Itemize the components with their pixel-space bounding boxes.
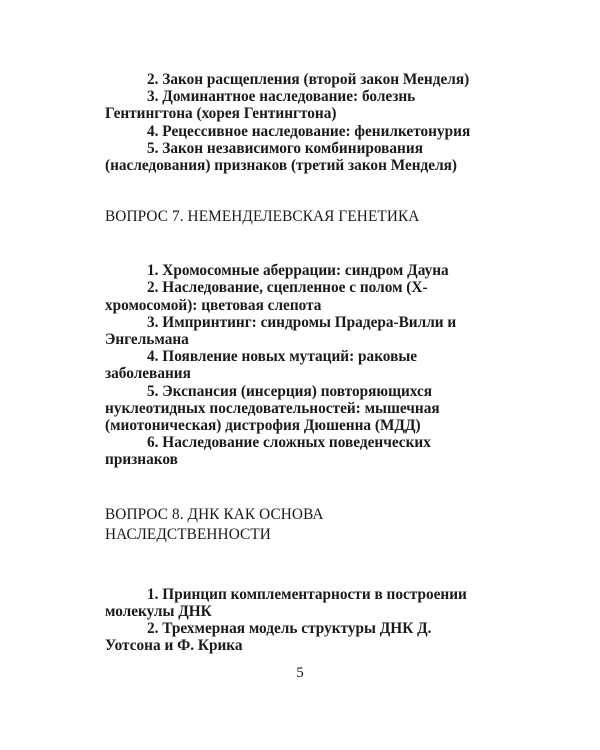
section-heading-question-7: ВОПРОС 7. НЕМЕНДЕЛЕВСКАЯ ГЕНЕТИКА: [105, 208, 420, 226]
list-item: 4. Появление новых мутаций: раковые заболевания: [105, 348, 418, 383]
section-heading-question-8: ВОПРОС 8. ДНК КАК ОСНОВА НАСЛЕДСТВЕННОСТИ: [105, 505, 324, 543]
page-content: [105, 71, 490, 654]
list-item: 5. Экспансия (инсерция) повторяющихся нуклеотидных последовательностей: мышечная (миотоническая) дистрофия Дюшенна (МДД): [105, 382, 440, 435]
list-item: 2. Закон расщепления (второй закон Менделя): [147, 71, 470, 88]
list-item: 1. Принцип комплементарности в построении молекулы ДНК: [105, 585, 467, 620]
list-item: 1. Хромосомные аберрации: синдром Дауна: [147, 262, 449, 280]
list-item: 6. Наследование сложных поведенческих признаков: [105, 434, 431, 469]
list-item: 2. Трехмерная модель структуры ДНК Д. Уотсона и Ф. Крика: [105, 620, 432, 655]
page-number: 5: [296, 665, 304, 681]
list-item: 4. Рецессивное наследование: фенилкетонурия: [147, 122, 471, 140]
list-item: 2. Наследование, сцепленное с полом (Х-хромосомой): цветовая слепота: [105, 279, 428, 314]
list-item: 3. Импринтинг: синдромы Прадера-Вилли и Энгельмана: [105, 313, 457, 349]
list-item: 3. Доминантное наследование: болезнь Гентингтона (хорея Гентингтона): [105, 88, 416, 123]
list-item: 5. Закон независимого комбинирования (наследования) признаков (третий закон Менделя): [105, 139, 458, 175]
